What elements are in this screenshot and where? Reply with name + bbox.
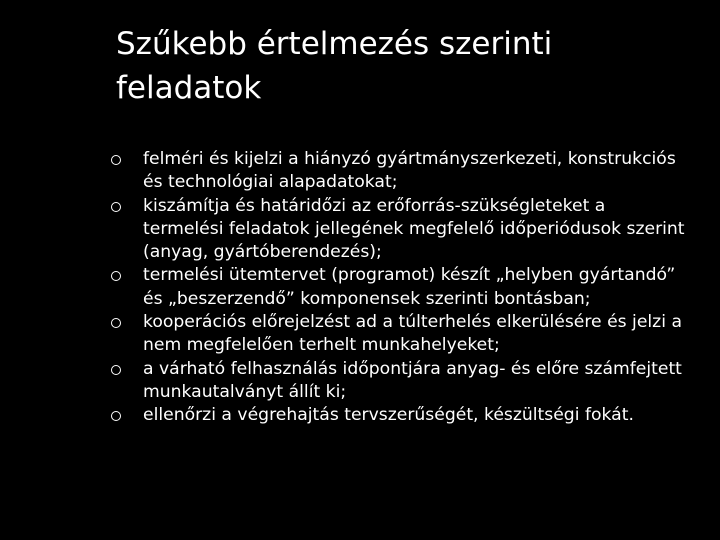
list-item bbox=[111, 358, 691, 405]
hollow-circle-icon bbox=[111, 365, 121, 375]
hollow-circle-icon bbox=[111, 318, 121, 328]
bullet-text: felméri és kijelzi a hiányzó gyártmányszerkezeti, konstrukciós és technológiai alapadatokat; bbox=[143, 149, 676, 193]
bullet-text: ellenőrzi a végrehajtás tervszerűségét, készültségi fokát. bbox=[143, 405, 634, 426]
list-item bbox=[111, 264, 691, 311]
hollow-circle-icon bbox=[111, 411, 121, 421]
list-item bbox=[111, 148, 691, 195]
hollow-circle-icon bbox=[111, 271, 121, 281]
bullet-text: kooperációs előrejelzést ad a túlterhelés elkerülésére és jelzi a nem megfelelően terhelt munkahelyeket; bbox=[143, 312, 682, 356]
bullet-text: a várható felhasználás időpontjára anyag- és előre számfejtett munkautalványt állít ki; bbox=[143, 358, 682, 402]
hollow-circle-icon bbox=[111, 155, 121, 165]
hollow-circle-icon bbox=[111, 202, 121, 212]
bullet-list bbox=[111, 148, 691, 428]
bullet-text: kiszámítja és határidőzi az erőforrás-szükségleteket a termelési feladatok jellegének megfelelő időperiódusok szerint (anyag, gyártóberendezés); bbox=[143, 195, 685, 263]
list-item bbox=[111, 195, 691, 265]
list-item bbox=[111, 404, 691, 427]
list-item bbox=[111, 311, 691, 358]
slide-title: Szűkebb értelmezés szerinti feladatok bbox=[116, 26, 553, 106]
bullet-text: termelési ütemtervet (programot) készít „helyben gyártandó” és „beszerzendő” komponensek szerinti bontásban; bbox=[143, 265, 676, 309]
